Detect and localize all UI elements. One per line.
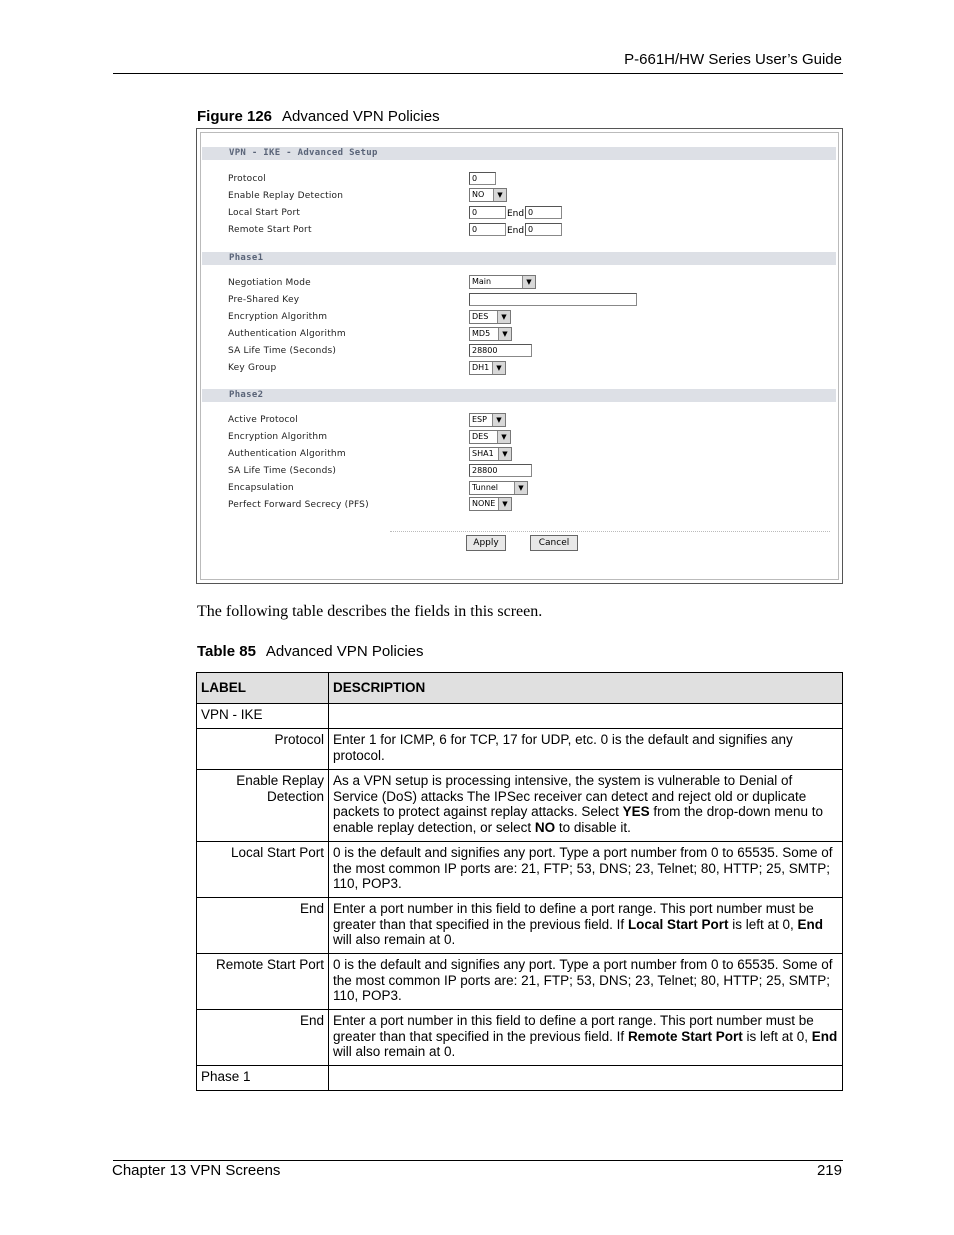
p1-sa-life-input[interactable]: 28800 — [469, 344, 532, 357]
row-label: Protocol — [197, 729, 329, 770]
row-label: Remote Start Port — [197, 954, 329, 1010]
field-label-p2-sa-life: SA Life Time (Seconds) — [228, 466, 337, 476]
dropdown-arrow-icon: ▼ — [498, 498, 511, 510]
local-end-port-input[interactable]: 0 — [525, 206, 562, 219]
table-row — [197, 1010, 843, 1066]
field-label-p1-encryption: Encryption Algorithm — [228, 312, 328, 322]
row-label: End — [197, 1010, 329, 1066]
field-label-negotiation-mode: Negotiation Mode — [228, 278, 311, 288]
remote-start-port-input[interactable]: 0 — [469, 223, 506, 236]
field-label-active-protocol: Active Protocol — [228, 415, 298, 425]
remote-end-port-input[interactable]: 0 — [525, 223, 562, 236]
figure-caption — [197, 108, 440, 125]
row-description: Enter a port number in this field to define a port range. This port number must be greater than that specified in the previous field. If Remote Start Port is left at 0, End will also remain at 0. — [329, 1010, 843, 1066]
dropdown-arrow-icon: ▼ — [492, 414, 505, 426]
row-description: As a VPN setup is processing intensive, the system is vulnerable to Denial of Service (DoS) attacks The IPSec receiver can detect and reject old or duplicate packets to protect against replay attacks. Select YES from the drop-down menu to enable replay detection, or select NO to disable it. — [329, 770, 843, 842]
row-description: 0 is the default and signifies any port. Type a port number from 0 to 65535. Some of the most common IP ports are: 21, FTP; 53, DNS; 23, Telnet; 80, HTTP; 25, SMTP; 110, POP3. — [329, 954, 843, 1010]
row-label: VPN - IKE — [197, 704, 329, 729]
field-label-key-group: Key Group — [228, 363, 277, 373]
field-label-pre-shared-key: Pre-Shared Key — [228, 295, 300, 305]
header-description: DESCRIPTION — [329, 673, 843, 704]
dropdown-arrow-icon: ▼ — [492, 362, 505, 374]
field-label-pfs: Perfect Forward Secrecy (PFS) — [228, 500, 369, 510]
field-label-remote-start-port: Remote Start Port — [228, 225, 312, 235]
active-protocol-select[interactable]: ESP ▼ — [469, 413, 506, 427]
negotiation-mode-select[interactable]: Main ▼ — [469, 275, 536, 289]
dropdown-arrow-icon: ▼ — [522, 276, 535, 288]
row-label: Phase 1 — [197, 1066, 329, 1091]
row-description: Enter a port number in this field to define a port range. This port number must be greater than that specified in the previous field. If Local Start Port is left at 0, End will also remain at 0. — [329, 898, 843, 954]
field-label-local-start-port: Local Start Port — [228, 208, 301, 218]
table-title: Advanced VPN Policies — [265, 643, 424, 660]
cancel-button[interactable]: Cancel — [530, 535, 578, 551]
key-group-select[interactable]: DH1 ▼ — [469, 361, 506, 375]
row-description: 0 is the default and signifies any port. Type a port number from 0 to 65535. Some of the most common IP ports are: 21, FTP; 53, DNS; 23, Telnet; 80, HTTP; 25, SMTP; 110, POP3. — [329, 842, 843, 898]
dropdown-arrow-icon: ▼ — [493, 189, 506, 201]
page-header-title: P-661H/HW Series User’s Guide — [624, 51, 842, 68]
row-label: Local Start Port — [197, 842, 329, 898]
row-description — [329, 704, 843, 729]
replay-detection-select[interactable]: NO ▼ — [469, 188, 507, 202]
footer-rule — [113, 1160, 843, 1161]
dropdown-arrow-icon: ▼ — [497, 431, 510, 443]
remote-end-label: End — [507, 226, 525, 236]
pre-shared-key-input[interactable] — [469, 293, 637, 306]
field-label-replay-detection: Enable Replay Detection — [228, 191, 344, 201]
field-label-p2-encryption: Encryption Algorithm — [228, 432, 328, 442]
local-end-label: End — [507, 209, 525, 219]
p2-authentication-select[interactable]: SHA1 ▼ — [469, 447, 512, 461]
form-divider — [390, 531, 830, 532]
table-row — [197, 842, 843, 898]
dropdown-arrow-icon: ▼ — [498, 328, 511, 340]
field-label-protocol: Protocol — [228, 174, 266, 184]
footer-chapter: Chapter 13 VPN Screens — [112, 1162, 281, 1179]
field-label-p2-authentication: Authentication Algorithm — [228, 449, 346, 459]
description-table — [196, 672, 843, 1091]
table-row — [197, 729, 843, 770]
dropdown-arrow-icon: ▼ — [514, 482, 527, 494]
figure-number: Figure 126 — [197, 108, 273, 125]
p2-sa-life-input[interactable]: 28800 — [469, 464, 532, 477]
table-header-row — [197, 673, 843, 704]
row-description: Enter 1 for ICMP, 6 for TCP, 17 for UDP, etc. 0 is the default and signifies any protocol. — [329, 729, 843, 770]
dropdown-arrow-icon: ▼ — [498, 448, 511, 460]
table-row — [197, 704, 843, 729]
p2-encryption-select[interactable]: DES ▼ — [469, 430, 511, 444]
header-label: LABEL — [197, 673, 329, 704]
dropdown-arrow-icon: ▼ — [497, 311, 510, 323]
field-label-p1-authentication: Authentication Algorithm — [228, 329, 346, 339]
figure-title: Advanced VPN Policies — [282, 108, 440, 125]
intro-paragraph: The following table describes the fields in this screen. — [197, 603, 543, 620]
section-header-advanced-setup: VPN - IKE - Advanced Setup — [202, 147, 836, 160]
encapsulation-select[interactable]: Tunnel ▼ — [469, 481, 528, 495]
row-label: End — [197, 898, 329, 954]
section-header-phase2: Phase2 — [202, 389, 836, 402]
section-header-phase1: Phase1 — [202, 252, 836, 265]
table-caption — [197, 643, 424, 660]
protocol-input[interactable]: 0 — [469, 172, 496, 185]
field-label-encapsulation: Encapsulation — [228, 483, 294, 493]
p1-authentication-select[interactable]: MD5 ▼ — [469, 327, 512, 341]
apply-button[interactable]: Apply — [466, 535, 506, 551]
table-number: Table 85 — [197, 643, 256, 660]
table-row — [197, 770, 843, 842]
table-row — [197, 954, 843, 1010]
pfs-select[interactable]: NONE ▼ — [469, 497, 512, 511]
field-label-p1-sa-life: SA Life Time (Seconds) — [228, 346, 337, 356]
local-start-port-input[interactable]: 0 — [469, 206, 506, 219]
p1-encryption-select[interactable]: DES ▼ — [469, 310, 511, 324]
table-row — [197, 898, 843, 954]
header-rule — [113, 73, 843, 74]
table-row — [197, 1066, 843, 1091]
footer-page-number: 219 — [816, 1162, 842, 1179]
row-description — [329, 1066, 843, 1091]
row-label: Enable Replay Detection — [197, 770, 329, 842]
